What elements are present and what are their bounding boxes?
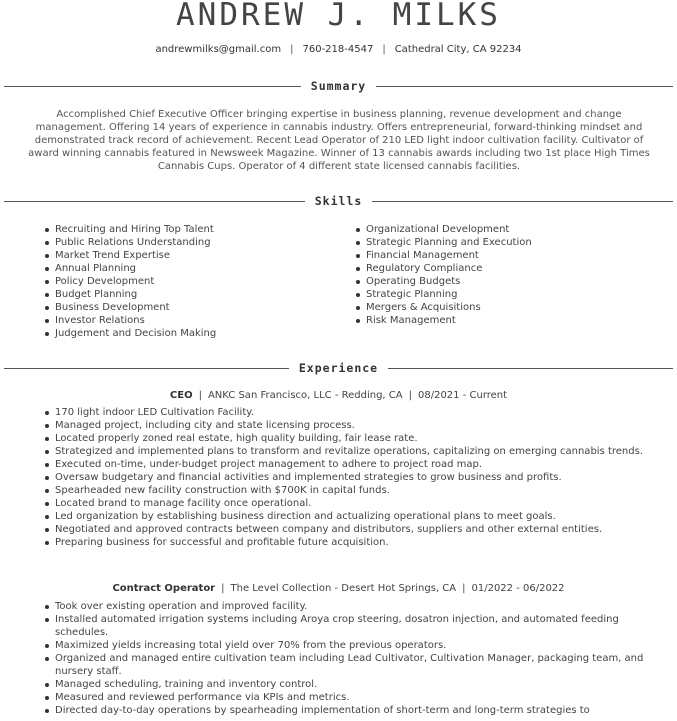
job-bullet: Maximized yields increasing total yield over 70% from the previous operators.	[44, 639, 644, 652]
divider	[388, 368, 673, 369]
candidate-name: ANDREW J. MILKS	[176, 0, 501, 33]
separator: |	[290, 44, 294, 55]
separator: |	[462, 583, 466, 594]
skill-item: Organizational Development	[355, 223, 655, 236]
contact-line	[0, 44, 677, 55]
phone: 760-218-4547	[302, 44, 374, 55]
experience-heading: Experience	[298, 361, 379, 375]
job-bullet: Led organization by establishing business direction and actualizing operational plans to meet goals.	[44, 510, 644, 523]
job-bullets	[44, 600, 644, 717]
skill-item: Operating Budgets	[355, 275, 655, 288]
job-bullet: Preparing business for successful and profitable future acquisition.	[44, 536, 644, 549]
skill-item: Risk Management	[355, 314, 655, 327]
summary-heading: Summary	[310, 79, 367, 93]
job-bullet: Located properly zoned real estate, high quality building, fair lease rate.	[44, 432, 644, 445]
job-bullet: Took over existing operation and improved facility.	[44, 600, 644, 613]
job-bullet: Managed scheduling, training and inventory control.	[44, 678, 644, 691]
skills-list-left	[44, 223, 334, 340]
divider	[4, 201, 305, 202]
job-bullet: Oversaw budgetary and financial activities and implemented strategies to grow business and profits.	[44, 471, 644, 484]
job-bullet: Negotiated and approved contracts between company and distributors, suppliers and other external entities.	[44, 523, 644, 536]
location: Cathedral City, CA 92234	[394, 44, 522, 55]
skill-item: Strategic Planning and Execution	[355, 236, 655, 249]
skill-item: Policy Development	[44, 275, 334, 288]
summary-section-header	[4, 79, 673, 93]
job-bullet: Managed project, including city and state licensing process.	[44, 419, 644, 432]
skills-section-header	[4, 194, 673, 208]
job-bullet: 170 light indoor LED Cultivation Facility.	[44, 406, 644, 419]
job-header	[0, 390, 677, 401]
skills-heading: Skills	[314, 194, 363, 208]
email[interactable]: andrewmilks@gmail.com	[155, 44, 282, 55]
skill-item: Annual Planning	[44, 262, 334, 275]
job-bullet: Installed automated irrigation systems including Aroya crop steering, dosatron injection, and automated feeding schedules.	[44, 613, 644, 639]
skill-item: Judgement and Decision Making	[44, 327, 334, 340]
job-bullet: Spearheaded new facility construction with $700K in capital funds.	[44, 484, 644, 497]
skills-list-right	[355, 223, 655, 327]
job-bullet: Strategized and implemented plans to transform and revitalize operations, capitalizing on emerging cannabis trends.	[44, 445, 644, 458]
job-bullet: Located brand to manage facility once operational.	[44, 497, 644, 510]
job-title: CEO	[169, 390, 193, 401]
job-bullets	[44, 406, 644, 549]
skill-item: Budget Planning	[44, 288, 334, 301]
divider	[372, 201, 673, 202]
separator: |	[221, 583, 225, 594]
job-bullet: Measured and reviewed performance via KPIs and metrics.	[44, 691, 644, 704]
job-bullet: Directed day-to-day operations by spearheading implementation of short-term and long-term strategies to	[44, 704, 644, 717]
skill-item: Public Relations Understanding	[44, 236, 334, 249]
divider	[4, 368, 289, 369]
separator: |	[198, 390, 202, 401]
skill-item: Business Development	[44, 301, 334, 314]
job-header	[0, 583, 677, 594]
job-company: The Level Collection - Desert Hot Springs, CA	[230, 583, 457, 594]
job-company: ANKC San Francisco, LLC - Redding, CA	[207, 390, 403, 401]
divider	[4, 86, 301, 87]
skill-item: Regulatory Compliance	[355, 262, 655, 275]
job-bullet: Executed on-time, under-budget project management to adhere to project road map.	[44, 458, 644, 471]
summary-text: Accomplished Chief Executive Officer bringing expertise in business planning, revenue development and change management. Offering 14 years of experience in cannabis industry. Offers entrepreneurial, forward-thinking mindset and demonstrated track record of achievement. Recent Lead Operator of 210 LED light indoor cultivation facility. Cultivator of award winning cannabis featured in Newsweek Magazine. Winner of 13 cannabis awards including two 1st place High Times Cannabis Cups. Operator of 4 different state licensed cannabis facilities.	[28, 109, 650, 172]
skill-item: Investor Relations	[44, 314, 334, 327]
experience-section-header	[4, 361, 673, 375]
separator: |	[408, 390, 412, 401]
skill-item: Financial Management	[355, 249, 655, 262]
skill-item: Strategic Planning	[355, 288, 655, 301]
skill-item: Recruiting and Hiring Top Talent	[44, 223, 334, 236]
separator: |	[382, 44, 386, 55]
skill-item: Market Trend Expertise	[44, 249, 334, 262]
job-dates: 01/2022 - 06/2022	[471, 583, 565, 594]
job-title: Contract Operator	[112, 583, 216, 594]
divider	[376, 86, 673, 87]
job-bullet: Organized and managed entire cultivation team including Lead Cultivator, Cultivation Manager, packaging team, and nursery staff.	[44, 652, 644, 678]
job-dates: 08/2021 - Current	[417, 390, 508, 401]
skill-item: Mergers & Acquisitions	[355, 301, 655, 314]
